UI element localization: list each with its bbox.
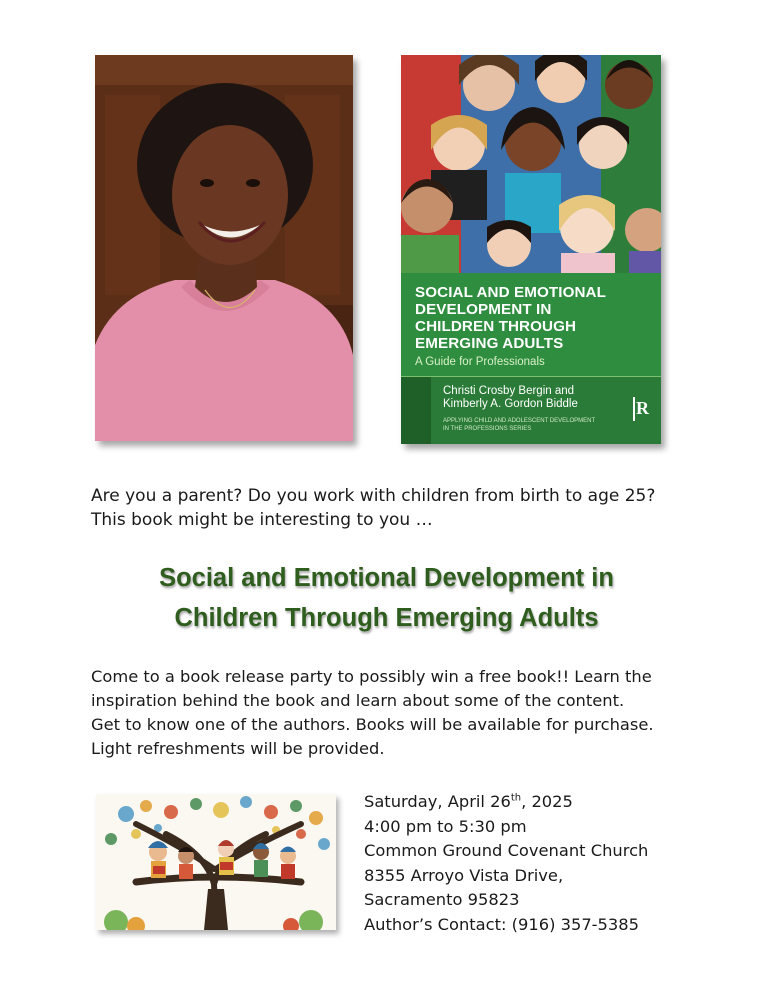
cover-authors: Christi Crosby Bergin and Kimberly A. Gordon Biddle [443, 385, 578, 410]
description-line-2: inspiration behind the book and learn about some of the content. [91, 691, 625, 710]
author-photo [95, 55, 353, 441]
description-line-1: Come to a book release party to possibly win a free book!! Learn the [91, 667, 652, 686]
event-venue: Common Ground Covenant Church [364, 841, 649, 861]
book-title-headline [60, 558, 713, 638]
tree-reading-illustration [96, 794, 336, 930]
event-date-day: Saturday, April 26 [364, 792, 511, 811]
cover-title-panel [401, 273, 661, 376]
cover-photo-strip [401, 377, 431, 444]
description-line-4: Light refreshments will be provided. [91, 739, 385, 758]
book-cover [401, 55, 661, 444]
publisher-logo-icon: R [633, 397, 649, 427]
cover-subtitle: A Guide for Professionals [415, 356, 545, 368]
event-time: 4:00 pm to 5:30 pm [364, 816, 527, 836]
children-photo [401, 55, 661, 273]
headline-line-2: Children Through Emerging Adults [174, 604, 599, 632]
cover-author-panel [401, 376, 661, 444]
author-contact: Author’s Contact: (916) 357-5385 [364, 914, 639, 934]
headline-line-1: Social and Emotional Development in [159, 564, 614, 592]
cover-series: APPLYING CHILD AND ADOLESCENT DEVELOPMENT IN THE PROFESSIONS SERIES [443, 418, 596, 432]
description-line-3: Get to know one of the authors. Books will be available for purchase. [91, 715, 654, 734]
intro-text [91, 484, 711, 532]
event-date-year: , 2025 [521, 792, 573, 811]
event-date-ordinal: th [510, 792, 522, 804]
event-city: Sacramento 95823 [364, 890, 520, 910]
event-date [364, 790, 724, 815]
event-street: 8355 Arroyo Vista Drive, [364, 865, 564, 885]
event-details [364, 790, 724, 938]
intro-line-2: This book might be interesting to you … [91, 510, 433, 530]
cover-title: SOCIAL AND EMOTIONAL DEVELOPMENT IN CHILDREN THROUGH EMERGING ADULTS [415, 284, 606, 352]
event-description [91, 665, 721, 761]
intro-line-1: Are you a parent? Do you work with children from birth to age 25? [91, 486, 656, 506]
